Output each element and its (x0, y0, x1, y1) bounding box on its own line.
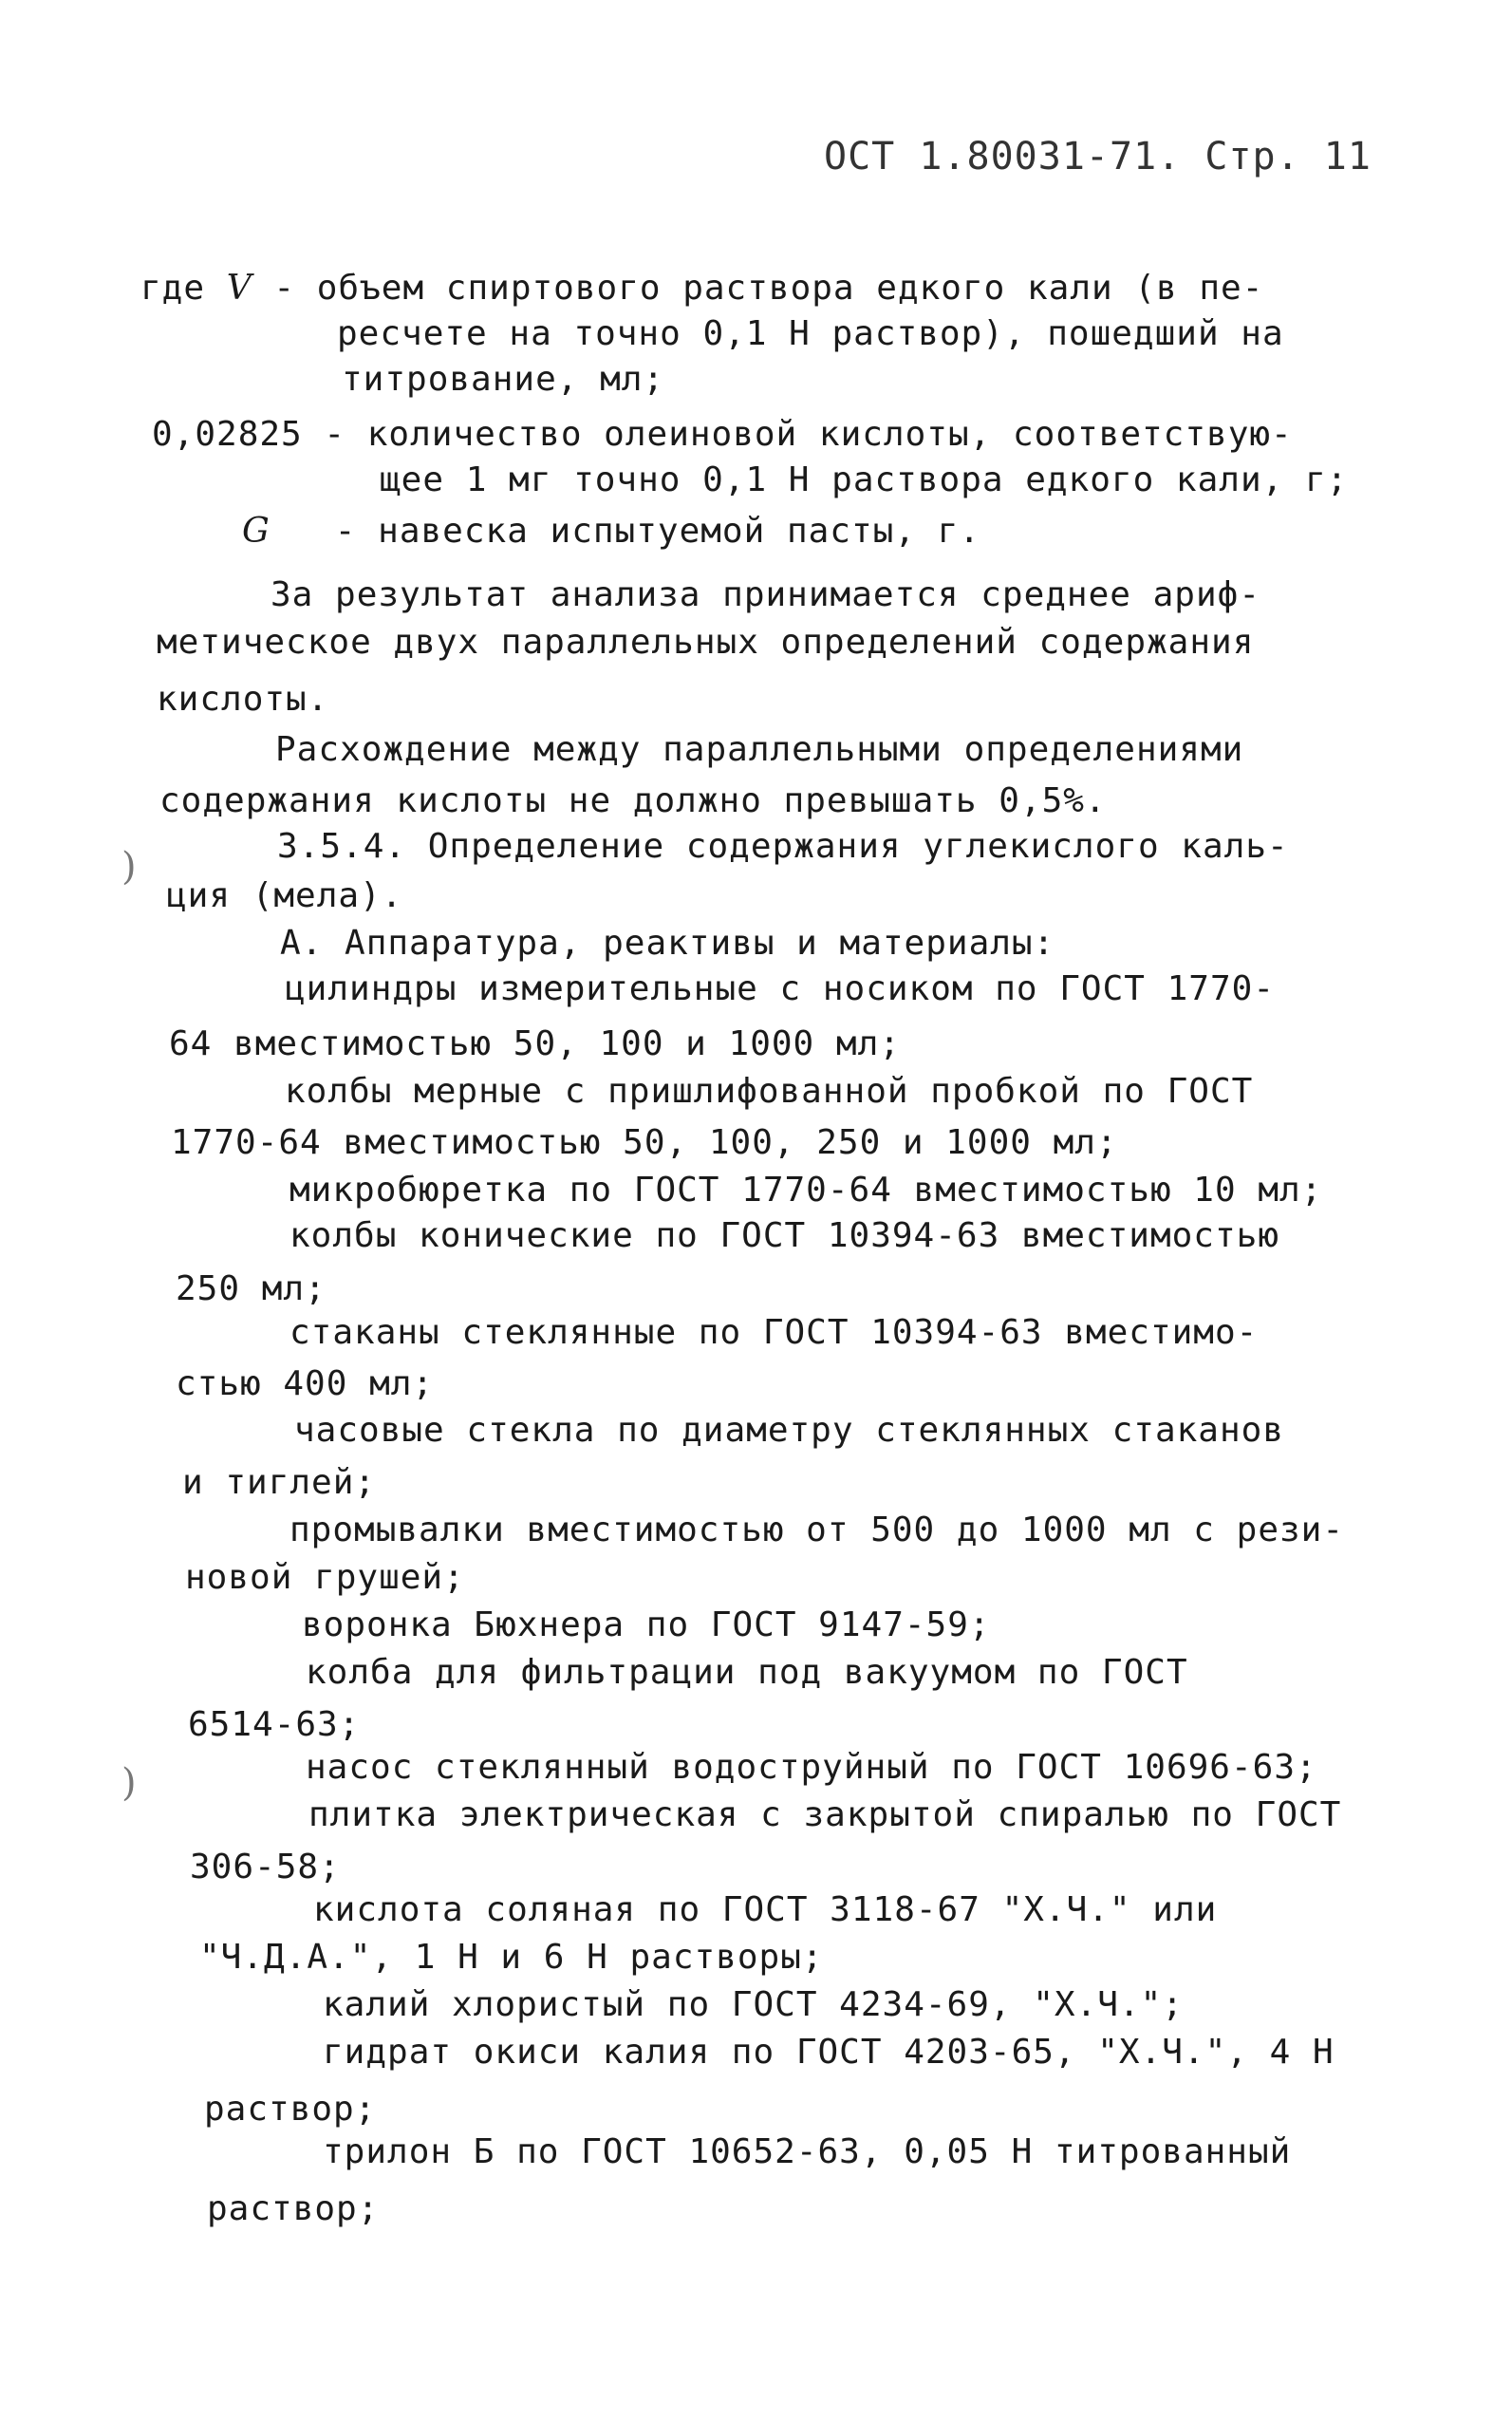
body-line: "Ч.Д.А.", 1 Н и 6 Н растворы; (199, 1938, 824, 1977)
body-line: содержания кислоты не должно превышать 0,5%. (159, 781, 1107, 820)
body-line: кислоты. (157, 680, 329, 719)
body-line: кислота соляная по ГОСТ 3118-67 "Х.Ч." или (313, 1890, 1218, 1929)
legend-prefix: где (140, 269, 206, 308)
body-line: промывалки вместимостью от 500 до 1000 мл с рези- (289, 1511, 1345, 1549)
legend-v (140, 268, 1263, 309)
body-line: трилон Б по ГОСТ 10652-63, 0,05 Н титрованный (323, 2132, 1292, 2171)
body-line: раствор; (207, 2189, 380, 2228)
page-number: Стр. 11 (1204, 135, 1372, 178)
body-line: и тиглей; (182, 1463, 377, 1502)
body-line: А. Аппаратура, реактивы и материалы: (280, 924, 1055, 963)
body-line: 1770-64 вместимостью 50, 100, 250 и 1000 мл; (171, 1123, 1118, 1162)
document-code: ОСТ 1.80031-71. (824, 135, 1182, 178)
legend-g-text: - навеска испытуемой пасты, г. (334, 512, 981, 551)
body-line: За результат анализа принимается среднее ариф- (271, 575, 1260, 614)
legend-k (152, 414, 1293, 455)
body-line: Расхождение между параллельными определениями (275, 730, 1244, 769)
body-line: колбы мерные с пришлифованной пробкой по ГОСТ (285, 1072, 1254, 1111)
legend-v-text: - объем спиртового раствора едкого кали (в пе- (273, 269, 1264, 308)
body-line: раствор; (204, 2090, 377, 2129)
body-line: новой грушей; (185, 1558, 465, 1597)
body-line: метическое двух параллельных определений содержания (157, 623, 1255, 662)
legend-k-cont1: щее 1 мг точно 0,1 Н раствора едкого кали, г; (380, 460, 1349, 499)
body-line: плитка электрическая с закрытой спиралью по ГОСТ (308, 1795, 1342, 1834)
body-line: колба для фильтрации под вакуумом по ГОСТ (306, 1653, 1188, 1692)
legend-g (242, 511, 980, 552)
margin-mark: ) (121, 1761, 137, 1805)
body-line: 3.5.4. Определение содержания углекислого каль- (277, 827, 1289, 866)
body-line: 6514-63; (188, 1705, 361, 1744)
legend-v-cont1: ресчете на точно 0,1 Н раствор), пошедший на (337, 314, 1284, 353)
body-line: 64 вместимостью 50, 100 и 1000 мл; (169, 1024, 901, 1063)
body-line: 250 мл; (176, 1269, 327, 1308)
body-line: цилиндры измерительные с носиком по ГОСТ 1770- (285, 969, 1275, 1008)
body-line: колбы конические по ГОСТ 10394-63 вместимостью (289, 1216, 1279, 1255)
body-line: стью 400 мл; (176, 1364, 435, 1403)
body-line: насос стеклянный водоструйный по ГОСТ 10696-63; (306, 1748, 1317, 1787)
margin-mark: ) (121, 845, 137, 889)
legend-v-cont2: титрование, мл; (342, 360, 665, 399)
body-line: ция (мела). (166, 876, 403, 915)
page-header (824, 135, 1372, 178)
body-line: стаканы стеклянные по ГОСТ 10394-63 вместимо- (289, 1313, 1259, 1352)
body-line: часовые стекла по диаметру стеклянных стаканов (294, 1411, 1284, 1450)
body-line: 306-58; (190, 1848, 341, 1886)
body-line: калий хлористый по ГОСТ 4234-69, "Х.Ч."; (323, 1985, 1184, 2024)
legend-v-symbol: V (226, 269, 252, 308)
body-line: воронка Бюхнера по ГОСТ 9147-59; (302, 1605, 991, 1644)
body-line: микробюретка по ГОСТ 1770-64 вместимостью 10 мл; (289, 1171, 1323, 1210)
legend-k-symbol: 0,02825 (152, 415, 303, 454)
body-line: гидрат окиси калия по ГОСТ 4203-65, "Х.Ч.", 4 Н (323, 2033, 1335, 2072)
legend-g-symbol: G (242, 512, 271, 551)
legend-k-text: - количество олеиновой кислоты, соответствую- (324, 415, 1293, 454)
